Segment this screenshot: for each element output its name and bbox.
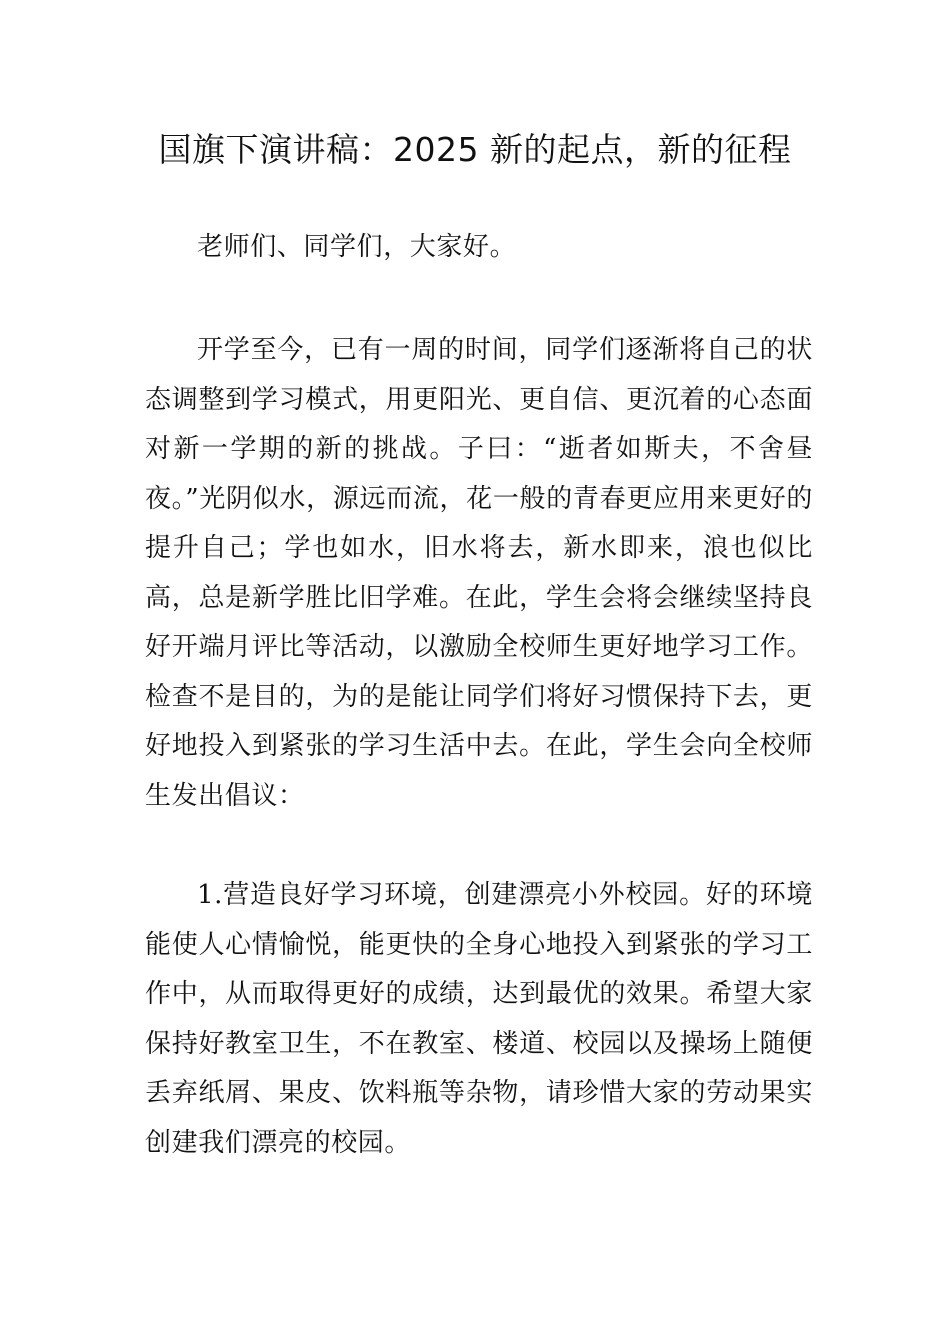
body-paragraph-item-1: 1.营造良好学习环境，创建漂亮小外校园。好的环境能使人心情愉悦，能更快的全身心地投入到紧张的学习工作中，从而取得更好的成绩，达到最优的效果。希望大家保持好教室卫生，不在教室、楼道、校园以及操场上随便丢弃纸屑、果皮、饮料瓶等杂物，请珍惜大家的劳动果实创建我们漂亮的校园。: [145, 880, 813, 1158]
body-paragraph-main: 开学至今，已有一周的时间，同学们逐渐将自己的状态调整到学习模式，用更阳光、更自信、更沉着的心态面对新一学期的新的挑战。子曰：“逝者如斯夫，不舍昼夜。”光阴似水，源远而流，花一般的青春更应用来更好的提升自己；学也如水，旧水将去，新水即来，浪也似比高，总是新学胜比旧学难。在此，学生会将会继续坚持良好开端月评比等活动，以激励全校师生更好地学习工作。检查不是目的，为的是能让同学们将好习惯保持下去，更好地投入到紧张的学习生活中去。在此，学生会向全校师生发出倡议：: [145, 335, 813, 811]
greeting-paragraph: 老师们、同学们，大家好。: [197, 232, 517, 262]
page-title: 国旗下演讲稿：2025 新的起点，新的征程: [158, 130, 792, 169]
